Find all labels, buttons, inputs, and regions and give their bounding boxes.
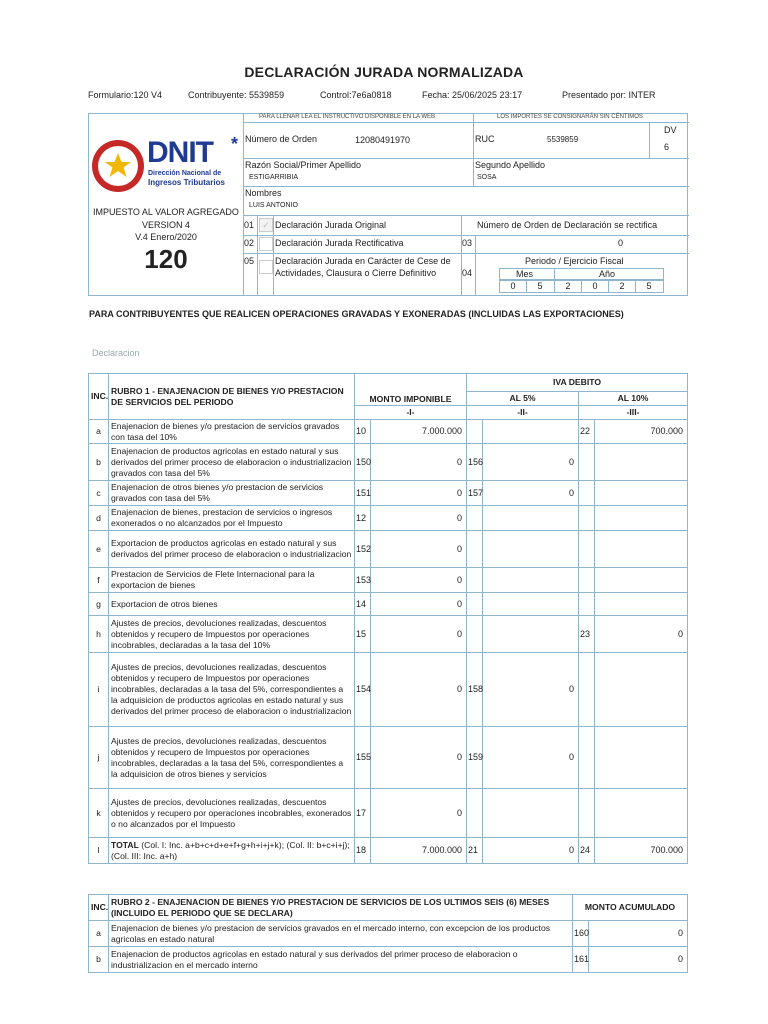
rectifica-value: 0 xyxy=(618,238,624,248)
row-description: Enajenacion de bienes y/o prestacion de servicios gravados con tasa del 10% xyxy=(109,420,355,444)
cese-checkbox[interactable] xyxy=(259,260,273,274)
row-value-col1: 0 xyxy=(371,653,467,727)
row-code-col3: 22 xyxy=(579,420,595,444)
row-value-col2 xyxy=(483,506,579,531)
row-code-col3 xyxy=(579,531,595,568)
row-code-col1: 12 xyxy=(355,506,371,531)
row-value-col1: 0 xyxy=(371,531,467,568)
impuesto-label: IMPUESTO AL VALOR AGREGADO xyxy=(93,207,239,217)
row-value-col3 xyxy=(595,727,688,789)
razon-label: Razón Social/Primer Apellido xyxy=(245,160,362,170)
meta-formulario: Formulario:120 V4 xyxy=(88,90,163,100)
rubro2-table xyxy=(88,894,688,973)
row-code-col2 xyxy=(467,568,483,593)
row-value-col2: 0 xyxy=(483,653,579,727)
row-code-col3: 24 xyxy=(579,838,595,864)
numero-orden-label: Número de Orden xyxy=(245,134,318,144)
periodo-digit: 2 xyxy=(565,281,571,291)
row-value-col1: 7.000.000 xyxy=(371,838,467,864)
row-code-col1: 155 xyxy=(355,727,371,789)
row-description: Ajustes de precios, devoluciones realizadas, descuentos obtenidos y recupero de Impuestos por operaciones incobrables, declaradas a la tasa del 5%, correspondientes a la adquisicion de productos agricolas en estado natural y sus derivados del primer proceso de elaboracion o industrializacion xyxy=(109,653,355,727)
col1-header: -I- xyxy=(355,406,467,420)
version-date: V.4 Enero/2020 xyxy=(135,232,197,242)
row-description: Prestacion de Servicios de Flete Internacional para la exportacion de bienes xyxy=(109,568,355,593)
nombres-value: LUIS ANTONIO xyxy=(249,202,298,209)
row-inc: i xyxy=(89,653,109,727)
row-code-col3 xyxy=(579,481,595,506)
row-value-col3 xyxy=(595,481,688,506)
row-value-col2: 0 xyxy=(483,838,579,864)
row-value-col3 xyxy=(595,593,688,616)
rubro1-title: RUBRO 1 - ENAJENACION DE BIENES Y/O PRESTACION DE SERVICIOS DEL PERIODO xyxy=(109,374,355,420)
row-code-col2: 158 xyxy=(467,653,483,727)
row-value-col3 xyxy=(595,444,688,481)
periodo-digit: 5 xyxy=(646,281,652,291)
row-description: Ajustes de precios, devoluciones realizadas, descuentos obtenidos y recupero de Impuestos por operaciones incobrables, declaradas a la tasa del 10% xyxy=(109,616,355,653)
row-code-col2 xyxy=(467,506,483,531)
row-code-col1: 150 xyxy=(355,444,371,481)
row-code-col1: 17 xyxy=(355,789,371,838)
numero-orden-value: 12080491970 xyxy=(355,135,411,145)
ruc-value: 5539859 xyxy=(547,135,579,144)
row-inc: a xyxy=(89,921,109,947)
row-inc: b xyxy=(89,444,109,481)
rectificativa-checkbox[interactable] xyxy=(259,237,273,251)
mes-label: Mes xyxy=(516,269,534,279)
meta-presentado: Presentado por: INTER xyxy=(562,90,656,100)
importes-note: LOS IMPORTES SE CONSIGNARÁN SIN CÉNTIMOS xyxy=(497,114,643,120)
instructivo-note: PARA LLENAR LEA EL INSTRUCTIVO DISPONIBLE EN LA WEB xyxy=(259,114,436,120)
row-code-col2 xyxy=(467,593,483,616)
rubro1-table xyxy=(88,373,688,864)
table-row xyxy=(89,481,688,506)
row-code-col1: 152 xyxy=(355,531,371,568)
row-value-col3 xyxy=(595,789,688,838)
row-inc: j xyxy=(89,727,109,789)
dj-rectificativa-label: Declaración Jurada Rectificativa xyxy=(275,238,404,248)
table-row xyxy=(89,444,688,481)
row-value-col2 xyxy=(483,616,579,653)
row-inc: k xyxy=(89,789,109,838)
row-description: Exportacion de productos agricolas en estado natural y sus derivados del primer proceso de elaboracion o industrializacion xyxy=(109,531,355,568)
dv-value: 6 xyxy=(664,142,670,152)
row-value: 0 xyxy=(589,947,688,973)
row-inc: g xyxy=(89,593,109,616)
row-inc: l xyxy=(89,838,109,864)
row-value-col3 xyxy=(595,531,688,568)
periodo-digit: 2 xyxy=(619,281,625,291)
dj-cese-label-1: Declaración Jurada en Carácter de Cese de xyxy=(275,256,451,266)
col3-header: -III- xyxy=(579,406,688,420)
total-description xyxy=(109,838,355,864)
periodo-digit: 5 xyxy=(537,281,543,291)
row-code-col3: 23 xyxy=(579,616,595,653)
code-03: 03 xyxy=(462,238,473,248)
rubro2-title: RUBRO 2 - ENAJENACION DE BIENES Y/O PRESTACION DE SERVICIOS DE LOS ULTIMOS SEIS (6) MESES (INCLUIDO EL PERIODO QUE SE DECLARA) xyxy=(109,895,573,921)
row-description: Ajustes de precios, devoluciones realizadas, descuentos obtenidos y recupero por operaciones incobrables, exonerados o no alcanzados por el Impuesto xyxy=(109,789,355,838)
row-value-col1: 0 xyxy=(371,444,467,481)
row-description: Exportacion de otros bienes xyxy=(109,593,355,616)
row-value-col3: 0 xyxy=(595,616,688,653)
table-row xyxy=(89,568,688,593)
row-value-col3 xyxy=(595,568,688,593)
table-row xyxy=(89,616,688,653)
table-row xyxy=(89,921,688,947)
row-value: 0 xyxy=(589,921,688,947)
table-row xyxy=(89,531,688,568)
row-inc: h xyxy=(89,616,109,653)
monto-acumulado-header: MONTO ACUMULADO xyxy=(573,895,688,921)
periodo-label: Periodo / Ejercicio Fiscal xyxy=(525,256,624,266)
logo-subtitle-2: Ingresos Tributarios xyxy=(148,178,225,187)
header-box xyxy=(88,113,688,296)
inc-header: INC. xyxy=(89,374,109,420)
section-title: PARA CONTRIBUYENTES QUE REALICEN OPERACIONES GRAVADAS Y EXONERADAS (INCLUIDAS LAS EXPORTACIONES) xyxy=(89,309,624,319)
original-checkbox[interactable]: ✓ xyxy=(259,218,273,232)
periodo-digit: 0 xyxy=(510,281,516,291)
row-description: Enajenacion de productos agricolas en estado natural y sus derivados del primer proceso de elaboracion o industrializacion gravados con tasa del 5% xyxy=(109,444,355,481)
total-formula: (Col. I: Inc. a+b+c+d+e+f+g+h+i+j+k); (Col. II: b+c+i+j); (Col. III: Inc. a+h) xyxy=(111,839,350,861)
row-code-col3 xyxy=(579,727,595,789)
row-value-col2: 0 xyxy=(483,727,579,789)
row-description: Enajenacion de otros bienes y/o prestacion de servicios gravados con tasa del 5% xyxy=(109,481,355,506)
row-code: 161 xyxy=(573,947,589,973)
row-code-col1: 15 xyxy=(355,616,371,653)
row-description: Enajenacion de bienes, prestacion de servicios o ingresos exonerados o no alcanzados por el Impuesto xyxy=(109,506,355,531)
row-value-col3: 700.000 xyxy=(595,838,688,864)
row-value-col2 xyxy=(483,531,579,568)
meta-fecha: Fecha: 25/06/2025 23:17 xyxy=(422,90,523,100)
table-row xyxy=(89,653,688,727)
logo-subtitle-1: Dirección Nacional de xyxy=(148,170,222,177)
row-value-col2 xyxy=(483,789,579,838)
table-row xyxy=(89,593,688,616)
row-code-col2: 21 xyxy=(467,838,483,864)
logo-star-icon: * xyxy=(231,134,239,154)
inc-header: INC. xyxy=(89,895,109,921)
page-title: DECLARACIÓN JURADA NORMALIZADA xyxy=(244,64,524,80)
row-value-col3 xyxy=(595,506,688,531)
code-04: 04 xyxy=(462,268,473,278)
total-row xyxy=(89,838,688,864)
monto-imponible-header: MONTO IMPONIBLE xyxy=(355,374,467,406)
row-value-col3: 700.000 xyxy=(595,420,688,444)
row-value-col1: 0 xyxy=(371,616,467,653)
periodo-digit: 0 xyxy=(592,281,598,291)
row-code-col1: 10 xyxy=(355,420,371,444)
code-01: 01 xyxy=(244,220,255,230)
declaracion-label: Declaracion xyxy=(92,348,140,358)
table-row xyxy=(89,506,688,531)
dj-original-label: Declaración Jurada Original xyxy=(275,220,387,230)
code-05: 05 xyxy=(244,256,255,266)
code-02: 02 xyxy=(244,238,255,248)
row-code-col2 xyxy=(467,420,483,444)
row-value-col2 xyxy=(483,568,579,593)
al5-header: AL 5% xyxy=(467,392,579,406)
row-value-col2 xyxy=(483,593,579,616)
table-row xyxy=(89,947,688,973)
row-code-col1: 18 xyxy=(355,838,371,864)
row-code: 160 xyxy=(573,921,589,947)
row-value-col1: 0 xyxy=(371,789,467,838)
row-code-col3 xyxy=(579,789,595,838)
table-row xyxy=(89,789,688,838)
row-inc: a xyxy=(89,420,109,444)
row-value-col1: 0 xyxy=(371,727,467,789)
nombres-label: Nombres xyxy=(245,188,282,198)
row-inc: f xyxy=(89,568,109,593)
row-code-col3 xyxy=(579,593,595,616)
dj-cese-label-2: Actividades, Clausura o Cierre Definitivo xyxy=(275,268,437,278)
row-code-col3 xyxy=(579,653,595,727)
row-value-col1: 0 xyxy=(371,506,467,531)
row-code-col2: 157 xyxy=(467,481,483,506)
row-description: Enajenacion de productos agricolas en estado natural y sus derivados del primer proceso de elaboracion o industrializacion en el mercado interno xyxy=(109,947,573,973)
logo-text: DNIT xyxy=(147,136,213,169)
row-inc: c xyxy=(89,481,109,506)
anio-label: Año xyxy=(599,269,616,279)
iva-debito-header: IVA DEBITO xyxy=(467,374,688,392)
row-code-col2: 156 xyxy=(467,444,483,481)
row-code-col2 xyxy=(467,789,483,838)
meta-control: Control:7e6a0818 xyxy=(320,90,392,100)
segundo-apellido-label: Segundo Apellido xyxy=(475,160,546,170)
col2-header: -II- xyxy=(467,406,579,420)
razon-value: ESTIGARRIBIA xyxy=(249,174,299,181)
row-code-col2 xyxy=(467,616,483,653)
row-value-col1: 0 xyxy=(371,568,467,593)
row-code-col1: 14 xyxy=(355,593,371,616)
table-row xyxy=(89,420,688,444)
row-code-col3 xyxy=(579,568,595,593)
meta-contribuyente: Contribuyente: 5539859 xyxy=(188,90,285,100)
form-number: 120 xyxy=(144,244,188,274)
dv-label: DV xyxy=(664,125,677,135)
table-row xyxy=(89,727,688,789)
row-code-col2: 159 xyxy=(467,727,483,789)
rectifica-label: Número de Orden de Declaración se rectifica xyxy=(477,220,658,230)
row-code-col1: 154 xyxy=(355,653,371,727)
version-label: VERSION 4 xyxy=(141,220,190,230)
row-code-col1: 153 xyxy=(355,568,371,593)
row-value-col2: 0 xyxy=(483,481,579,506)
segundo-apellido-value: SOSA xyxy=(477,174,497,181)
row-inc: d xyxy=(89,506,109,531)
row-code-col3 xyxy=(579,444,595,481)
row-value-col2: 0 xyxy=(483,444,579,481)
row-inc: b xyxy=(89,947,109,973)
row-value-col1: 0 xyxy=(371,481,467,506)
row-description: Ajustes de precios, devoluciones realizadas, descuentos obtenidos y recupero de Impuestos por operaciones incobrables, declaradas a la tasa del 5%, correspondientes a la adquisicion de otros bienes y servicios xyxy=(109,727,355,789)
row-value-col3 xyxy=(595,653,688,727)
row-inc: e xyxy=(89,531,109,568)
row-code-col2 xyxy=(467,531,483,568)
al10-header: AL 10% xyxy=(579,392,688,406)
row-value-col1: 7.000.000 xyxy=(371,420,467,444)
ruc-label: RUC xyxy=(475,134,495,144)
row-code-col3 xyxy=(579,506,595,531)
row-value-col2 xyxy=(483,420,579,444)
row-description: Enajenacion de bienes y/o prestacion de servicios gravados en el mercado interno, con excepcion de los productos agricolas en estado natural xyxy=(109,921,573,947)
total-label: TOTAL xyxy=(111,839,139,850)
row-value-col1: 0 xyxy=(371,593,467,616)
row-code-col1: 151 xyxy=(355,481,371,506)
